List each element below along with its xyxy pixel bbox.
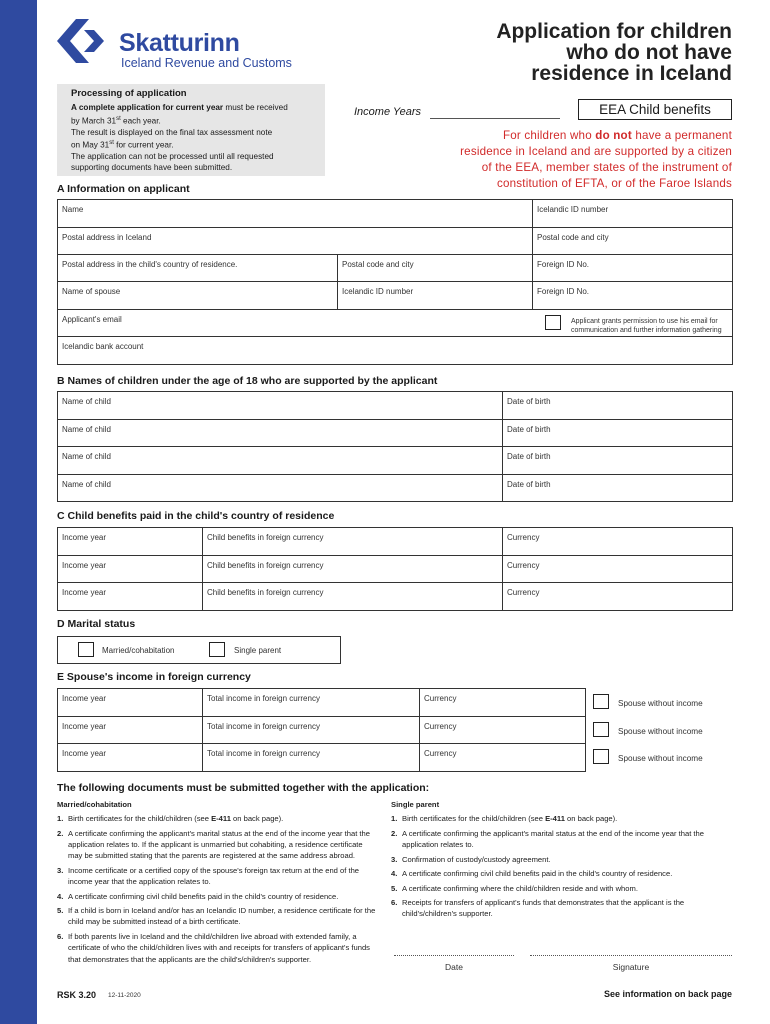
married-documents-list <box>57 799 379 968</box>
income-year-field[interactable]: Income year <box>62 694 107 703</box>
income-year-field[interactable]: Income year <box>62 561 107 570</box>
income-years-label: Income Years <box>354 106 422 118</box>
spouse-id-field[interactable]: Icelandic ID number <box>337 282 532 309</box>
date-field[interactable] <box>394 955 514 956</box>
currency-field[interactable]: Currency <box>419 689 585 716</box>
section-d-title: D Marital status <box>57 618 136 630</box>
child-dob-field[interactable]: Date of birth <box>502 475 732 501</box>
bank-account-field[interactable]: Icelandic bank account <box>62 342 144 351</box>
table-row <box>58 392 732 420</box>
income-year-field[interactable]: Income year <box>62 722 107 731</box>
income-year-field[interactable]: Income year <box>62 749 107 758</box>
currency-field[interactable]: Currency <box>502 528 732 555</box>
list-item: 3. Confirmation of custody/custody agreement. <box>391 854 551 864</box>
table-row <box>58 717 585 744</box>
section-b-title: B Names of children under the age of 18 who are supported by the applicant <box>57 375 438 387</box>
list-item: 4. A certificate confirming civil child benefits paid in the child's country of residence. <box>57 891 339 901</box>
table-row <box>58 282 732 310</box>
income-year-field[interactable]: Income year <box>62 588 107 597</box>
section-c-title: C Child benefits paid in the child's country of residence <box>57 510 335 522</box>
income-year-field[interactable]: Income year <box>62 533 107 542</box>
left-color-stripe <box>0 0 37 1024</box>
form-title: Application for children who do not have residence in Iceland <box>496 20 732 85</box>
email-permission-checkbox[interactable] <box>545 315 561 330</box>
applicant-id-field[interactable]: Icelandic ID number <box>532 200 732 227</box>
child-dob-field[interactable]: Date of birth <box>502 420 732 446</box>
logo-name: Skatturinn <box>119 29 240 57</box>
spouse-without-income-checkbox[interactable] <box>593 722 609 737</box>
child-country-address-field[interactable]: Postal address in the child's country of residence. <box>62 260 238 269</box>
table-row <box>58 228 732 255</box>
list-item: 6. Receipts for transfers of applicant's funds that demonstrates that the applicant is the child's/children's supporter. <box>391 898 685 919</box>
postal-address-field[interactable]: Postal address in Iceland <box>62 233 152 242</box>
eligibility-notice: For children who do not have a permanent residence in Iceland and are supported by a citizen of the EEA, member states of the instrument of constitution of EFTA, or of the Faroe Islands <box>460 129 732 190</box>
table-row <box>58 556 732 583</box>
currency-field[interactable]: Currency <box>502 556 732 582</box>
single-parent-label: Single parent <box>234 646 282 655</box>
list-item: 1. Birth certificates for the child/children (see E-411 on back page). <box>391 814 618 824</box>
total-income-field[interactable]: Total income in foreign currency <box>202 744 419 771</box>
child-dob-field[interactable]: Date of birth <box>502 392 732 419</box>
list-item: 2. A certificate confirming the applicant's marital status at the end of the income year that the application relates to. <box>391 828 704 850</box>
child-benefits-field[interactable]: Child benefits in foreign currency <box>202 528 502 555</box>
married-documents-heading: Married/cohabitation <box>57 800 132 809</box>
section-a-table <box>57 199 733 365</box>
table-row <box>58 337 732 365</box>
spouse-foreign-id-field[interactable]: Foreign ID No. <box>532 282 732 309</box>
list-item: 1. Birth certificates for the child/children (see E-411 on back page). <box>57 814 284 824</box>
list-item: 5. If a child is born in Iceland and/or has an Icelandic ID number, a residence certificate for the child may be submitted instead of a birth certificate. <box>57 906 376 927</box>
section-e-table <box>57 688 586 772</box>
form-number: RSK 3.20 <box>57 990 97 1000</box>
foreign-id-field[interactable]: Foreign ID No. <box>532 255 732 281</box>
spouse-without-income-label: Spouse without income <box>618 699 703 708</box>
list-item: 3. Income certificate or a certified copy of the spouse's foreign tax return at the end of the income year that the application relates to. <box>57 865 360 887</box>
child-name-field[interactable]: Name of child <box>62 397 111 406</box>
date-label: Date <box>445 962 463 972</box>
postal-code-field[interactable]: Postal code and city <box>532 228 732 254</box>
spouse-without-income-label: Spouse without income <box>618 727 703 736</box>
section-c-table <box>57 527 733 611</box>
child-name-field[interactable]: Name of child <box>62 452 111 461</box>
table-row <box>58 583 732 611</box>
income-years-field[interactable] <box>430 118 560 119</box>
table-row <box>58 310 732 337</box>
list-item: 6. If both parents live in Iceland and the child/children live abroad with extended family, a certificate of who the child/children lives with and receipts for transfers of applicant's funds that demonstrates that the applicants are the child's/children's supporter. <box>57 931 370 964</box>
total-income-field[interactable]: Total income in foreign currency <box>202 689 419 716</box>
section-b-table <box>57 391 733 502</box>
list-item: 4. A certificate confirming civil child benefits paid in the child's country of residence. <box>391 869 673 879</box>
single-parent-documents-list <box>391 799 721 923</box>
processing-heading: Processing of application <box>71 88 187 99</box>
processing-info-box: Processing of application A complete application for current year must be received by March 31st each year. The result is displayed on the final tax assessment note on May 31st for current year. The application can not be processed until all requested supporting documents have been submitted. <box>57 84 325 176</box>
marital-status-box <box>57 636 341 664</box>
list-item: 2. A certificate confirming the applicant's marital status at the end of the income year that the application relates to. If the applicant is unmarried but cohabiting, a residence certificate may be submitted stating that the parents are registered at the same address abroad. <box>57 828 370 861</box>
documents-heading: The following documents must be submitted together with the application: <box>57 782 430 794</box>
child-name-field[interactable]: Name of child <box>62 425 111 434</box>
applicant-email-field[interactable]: Applicant's email <box>62 315 122 324</box>
table-row <box>58 689 585 717</box>
child-postal-code-field[interactable]: Postal code and city <box>337 255 532 281</box>
child-dob-field[interactable]: Date of birth <box>502 447 732 474</box>
total-income-field[interactable]: Total income in foreign currency <box>202 717 419 743</box>
section-e-title: E Spouse's income in foreign currency <box>57 671 251 683</box>
single-parent-checkbox[interactable] <box>209 642 225 657</box>
table-row <box>58 200 732 228</box>
skatturinn-logo-icon <box>56 16 112 66</box>
single-parent-documents-heading: Single parent <box>391 800 440 809</box>
child-benefits-field[interactable]: Child benefits in foreign currency <box>202 583 502 610</box>
form-date: 12-11-2020 <box>108 992 141 999</box>
section-a-title: A Information on applicant <box>57 183 190 195</box>
applicant-name-field[interactable]: Name <box>62 205 84 214</box>
table-row <box>58 447 732 475</box>
table-row <box>58 420 732 447</box>
eea-child-benefits-box: EEA Child benefits <box>578 99 732 120</box>
table-row <box>58 744 585 772</box>
table-row <box>58 255 732 282</box>
signature-label: Signature <box>612 962 650 972</box>
logo-subtitle: Iceland Revenue and Customs <box>121 56 292 70</box>
email-permission-label: Applicant grants permission to use his email for communication and further information gathering <box>571 318 722 334</box>
child-benefits-field[interactable]: Child benefits in foreign currency <box>202 556 502 582</box>
signature-field[interactable] <box>530 955 732 956</box>
back-page-note: See information on back page <box>603 989 732 999</box>
table-row <box>58 475 732 502</box>
married-checkbox[interactable] <box>78 642 94 657</box>
spouse-name-field[interactable]: Name of spouse <box>62 287 121 296</box>
currency-field[interactable]: Currency <box>419 717 585 743</box>
currency-field[interactable]: Currency <box>419 744 585 771</box>
child-name-field[interactable]: Name of child <box>62 480 111 489</box>
currency-field[interactable]: Currency <box>502 583 732 610</box>
married-label: Married/cohabitation <box>102 646 175 655</box>
spouse-without-income-label: Spouse without income <box>618 754 703 763</box>
table-row <box>58 528 732 556</box>
spouse-without-income-checkbox[interactable] <box>593 749 609 764</box>
list-item: 5. A certificate confirming where the child/children reside and with whom. <box>391 883 638 893</box>
spouse-without-income-checkbox[interactable] <box>593 694 609 709</box>
